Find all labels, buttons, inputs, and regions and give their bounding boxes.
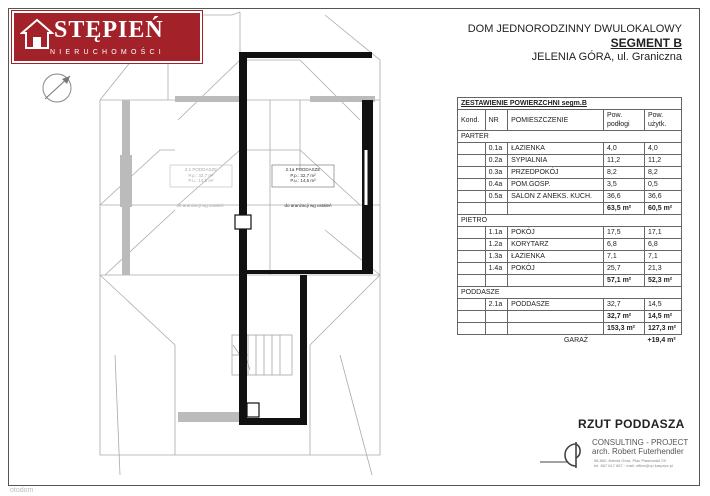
cell-kond [458,227,486,239]
cell-name: KORYTARZ [508,239,604,251]
table-caption-row [458,98,682,110]
left-room-floor-area: P.p.: 32,7 m² [188,172,214,178]
garage-value: +19,4 m² [647,337,676,344]
table-caption: ZESTAWIENIE POWIERZCHNI segm.B [458,98,682,110]
cell-nr: 0.4a [485,179,507,191]
cell-pp: 25,7 [604,263,645,275]
segment-a-walls [120,96,375,422]
cell-kond [458,155,486,167]
section-row [458,215,682,227]
cell-kond [458,263,486,275]
cell-kond [458,299,486,311]
cell-kond [458,203,486,215]
section-row [458,287,682,299]
drawing-title: RZUT PODDASZA [578,417,685,431]
header-kond: Kond. [458,110,486,131]
north-arrow-icon [43,74,71,102]
cell-pu: 7,1 [645,251,682,263]
cell-pu: 6,8 [645,239,682,251]
cell-pp: 17,5 [604,227,645,239]
right-room-usable-area: P.u.: 14,5 m² [290,178,316,183]
table-row [458,191,682,203]
logo-brand: STĘPIEŃ [54,17,164,43]
cell-name: PODDASZE [508,299,604,311]
cell-kond [458,335,486,347]
cell-nr: 0.1a [485,143,507,155]
firm-stamp [540,436,690,476]
section-name: PIETRO [458,215,682,227]
cell-nr: 1.4a [485,263,507,275]
cell-pu: 11,2 [645,155,682,167]
table-row [458,143,682,155]
right-room-note: do aranżacji wg ustaleń [284,203,332,208]
project-title [468,22,682,64]
cell-name: SALON Z ANEKS. KUCH. [508,191,604,203]
cell-name [508,323,604,335]
cell-nr: 1.3a [485,251,507,263]
cell-pp: 6,8 [604,239,645,251]
section-total-pu: 60,5 m² [645,203,682,215]
grand-total-pp: 153,3 m² [604,323,645,335]
section-total-pp: 57,1 m² [604,275,645,287]
cell-nr [485,335,507,347]
house-logo-icon [20,18,54,50]
header-name: POMIESZCZENIE [508,110,604,131]
cell-pp: 32,7 [604,299,645,311]
table-row [458,239,682,251]
cell-kond [458,275,486,287]
cell-name: POKÓJ [508,227,604,239]
cell-pu: 8,2 [645,167,682,179]
left-room-note: do aranżacji wg ustaleń [176,203,224,208]
section-total-row [458,311,682,323]
section-total-pu: 14,5 m² [645,311,682,323]
cell-pu: 4,0 [645,143,682,155]
garage-label: GARAŻ [563,337,589,344]
cell-nr [485,275,507,287]
table-row [458,299,682,311]
company-logo[interactable] [12,11,202,63]
header-pu: Pow. użytk. [645,110,682,131]
cell-kond [458,143,486,155]
table-row [458,167,682,179]
firm-address-line: 58-560 Jelenia Góra, Plac Piastowski 29 [594,458,666,463]
segment-label: SEGMENT B [610,36,682,50]
cell-pu: 17,1 [645,227,682,239]
firm-address [594,458,690,468]
grand-total-pu: 127,3 m² [645,323,682,335]
grand-total-row [458,323,682,335]
garage-row [458,335,682,347]
cell-nr: 2.1a [485,299,507,311]
header-nr: NR [485,110,507,131]
title-line: DOM JEDNORODZINNY DWULOKALOWY [467,23,682,35]
cell-name: ŁAZIENKA [508,251,604,263]
cell-nr: 0.2a [485,155,507,167]
table-row [458,251,682,263]
section-total-row [458,203,682,215]
segment-b-walls [239,52,373,425]
cell-name [508,203,604,215]
cell-pp: 4,0 [604,143,645,155]
cell-pp: 7,1 [604,251,645,263]
area-table [457,97,682,346]
cp-logo-icon [540,440,592,470]
cell-name [508,275,604,287]
cell-pu: 0,5 [645,179,682,191]
cell-nr [485,203,507,215]
section-name: PODDASZE [458,287,682,299]
cell-name: ŁAZIENKA [508,143,604,155]
table-row [458,263,682,275]
header-pp: Pow. podłogi [604,110,645,131]
cell-kond [458,323,486,335]
section-name: PARTER [458,131,682,143]
left-room-name: 2.1 PODDASZE [184,167,218,172]
cell-pu: 14,5 [645,299,682,311]
cell-pp: 11,2 [604,155,645,167]
cell-name: PRZEDPOKÓJ [508,167,604,179]
cell-pu: 21,3 [645,263,682,275]
table-row [458,179,682,191]
room-label-left [172,167,230,184]
watermark: otodom [10,487,34,494]
cell-kond [458,239,486,251]
cell-name: POM.GOSP. [508,179,604,191]
firm-name: CONSULTING - PROJECT [592,438,689,447]
right-room-name: 2.1a PODDASZE [285,167,321,172]
cell-pp: 36,6 [604,191,645,203]
cell-nr: 0.3a [485,167,507,179]
cell-kond [458,167,486,179]
cell-nr: 0.5a [485,191,507,203]
cell-kond [458,311,486,323]
cell-pp: 3,5 [604,179,645,191]
firm-architect: arch. Robert Futerhendler [592,447,684,456]
section-total-pp: 32,7 m² [604,311,645,323]
table-header-row [458,110,682,131]
cell-kond [458,191,486,203]
cell-name: SYPIALNIA [508,155,604,167]
section-total-row [458,275,682,287]
left-room-usable-area: P.u.: 14,5 m² [188,178,214,183]
section-total-pu: 52,3 m² [645,275,682,287]
logo-subtitle: NIERUCHOMOŚCI [50,49,165,56]
cell-kond [458,251,486,263]
cell-pu: 36,6 [645,191,682,203]
cell-nr [485,311,507,323]
cell-nr: 1.2a [485,239,507,251]
location-label: JELENIA GÓRA, ul. Graniczna [531,51,682,63]
cell-nr: 1.1a [485,227,507,239]
table-row [458,155,682,167]
cell-name [508,311,604,323]
right-room-floor-area: P.p.: 32,7 m² [290,172,316,178]
cell-name: POKÓJ [508,263,604,275]
table-row [458,227,682,239]
section-row [458,131,682,143]
cell-pp: 8,2 [604,167,645,179]
cell-nr [485,323,507,335]
room-label-right [274,167,332,184]
cell-kond [458,179,486,191]
firm-contact-line: tel. 667 617 667 · mail: office@cp.karpacz.pl [594,463,673,468]
section-total-pp: 63,5 m² [604,203,645,215]
